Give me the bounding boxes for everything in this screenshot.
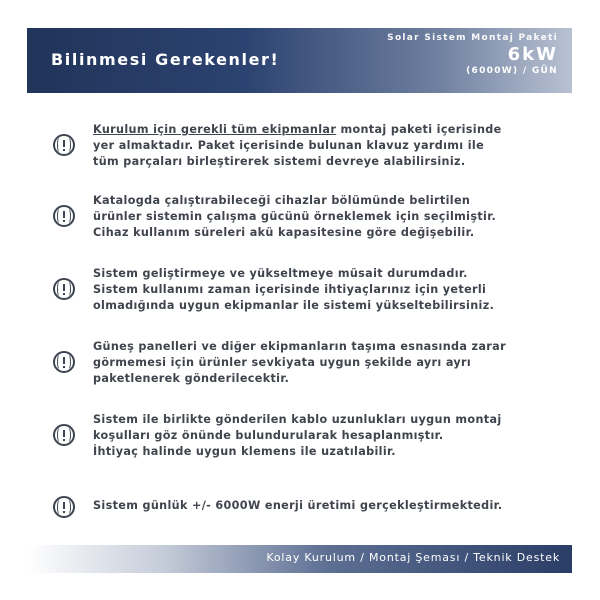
notice-line: ürünler sistemin çalışma gücünü örneklemek için seçilmiştir. — [93, 210, 497, 223]
notice-line: Katalogda çalıştırabileceği cihazlar bölümünde belirtilen — [93, 194, 471, 207]
exclamation-circle-icon — [53, 278, 75, 300]
notice-line: montaj paketi içerisinde — [336, 123, 502, 136]
notice-text — [93, 339, 553, 387]
notice-line: Güneş panelleri ve diğer ekipmanların taşıma esnasında zarar — [93, 340, 506, 353]
package-power: 6kW — [507, 44, 558, 65]
notice-line: olmadığında uygun ekipmanlar ile sistemi yükseltebilirsiniz. — [93, 299, 495, 312]
notice-text — [93, 498, 553, 514]
header-banner — [27, 28, 572, 93]
exclamation-circle-icon — [53, 134, 75, 156]
notice-line: Sistem geliştirmeye ve yükseltmeye müsait durumdadır. — [93, 267, 468, 280]
notice-text — [93, 266, 553, 314]
notice-line: Sistem kullanımı zaman içerisinde ihtiyaçlarınız için yeterli — [93, 283, 487, 296]
page-title: Bilinmesi Gerekenler! — [51, 50, 280, 69]
footer-text: Kolay Kurulum / Montaj Şeması / Teknik Destek — [266, 551, 560, 564]
package-info — [387, 33, 558, 76]
notice-line: koşulları göz önünde bulundurularak hesaplanmıştır. — [93, 429, 444, 442]
notice-line: Sistem ile birlikte gönderilen kablo uzunlukları uygun montaj — [93, 413, 502, 426]
notice-line: paketlenerek gönderilecektir. — [93, 372, 290, 385]
notice-highlight: Kurulum için gerekli tüm ekipmanlar — [93, 123, 337, 136]
package-unit: (6000W) / GÜN — [466, 66, 558, 76]
notice-line: görmemesi için ürünler sevkiyata uygun şekilde ayrı ayrı — [93, 356, 472, 369]
exclamation-circle-icon — [53, 205, 75, 227]
notice-text — [93, 122, 553, 170]
notice-text — [93, 193, 553, 241]
exclamation-circle-icon — [53, 424, 75, 446]
package-subtitle: Solar Sistem Montaj Paketi — [387, 33, 558, 43]
exclamation-circle-icon — [53, 351, 75, 373]
notice-line: İhtiyaç halinde uygun klemens ile uzatılabilir. — [93, 445, 396, 458]
notice-line: yer almaktadır. Paket içerisinde bulunan klavuz yardımı ile — [93, 139, 485, 152]
notice-line: tüm parçaları birleştirerek sistemi devreye alabilirsiniz. — [93, 155, 466, 168]
notice-text — [93, 412, 553, 460]
footer-banner — [27, 545, 572, 573]
notice-line: Sistem günlük +/- 6000W enerji üretimi gerçekleştirmektedir. — [93, 499, 503, 512]
notice-line: Cihaz kullanım süreleri akü kapasitesine göre değişebilir. — [93, 226, 475, 239]
exclamation-circle-icon — [53, 496, 75, 518]
